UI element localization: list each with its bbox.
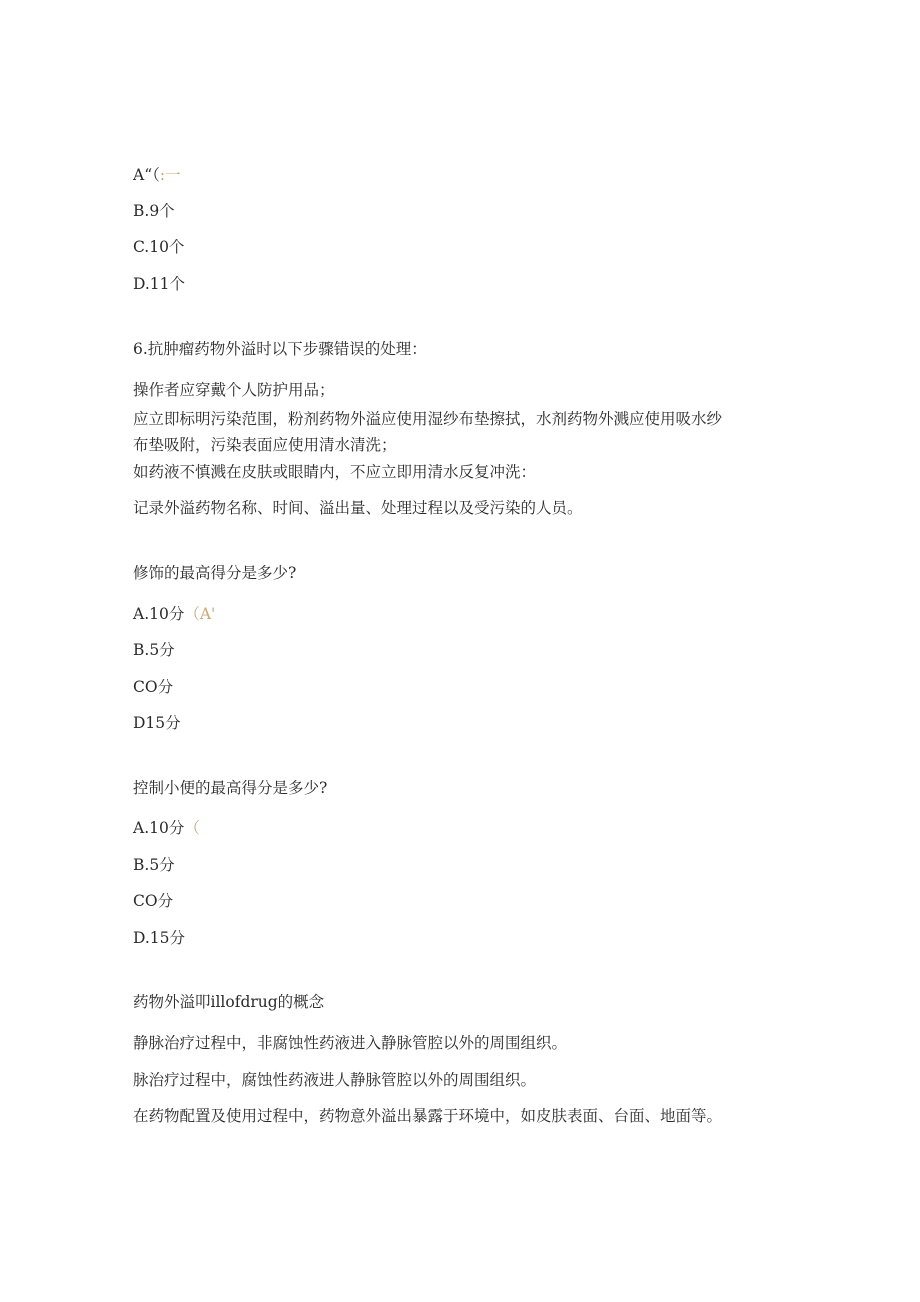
q5-option-a-text: A“（ (133, 166, 160, 184)
q6-option-3: 如药液不慎溅在皮肤或眼睛内，不应立即用清水反复冲洗： (133, 463, 537, 481)
q8-title: 控制小便的最高得分是多少? (133, 779, 328, 797)
q7-option-a-text: A.10分 (133, 605, 185, 623)
q5-option-a (133, 164, 181, 186)
q6-option-2-line-2: 布垫吸附，污染表面应使用清水清洗； (133, 436, 397, 454)
q6-option-2-line-1: 应立即标明污染范围，粉剂药物外溢应使用湿纱布垫擦拭，水剂药物外溅应使用吸水纱 (133, 410, 723, 428)
q5-option-c: C.10个 (133, 238, 185, 256)
q9-option-2: 脉治疗过程中，腐蚀性药液进人静脉管腔以外的周围组织。 (133, 1071, 537, 1089)
q9-option-1: 静脉治疗过程中，非腐蚀性药液进入静脉管腔以外的周围组织。 (133, 1034, 568, 1052)
q5-option-b: B.9个 (133, 202, 175, 220)
q6-option-4: 记录外溢药物名称、时间、溢出量、处理过程以及受污染的人员。 (133, 499, 583, 517)
q8-option-d: D.15分 (133, 929, 186, 947)
q9-option-3: 在药物配置及使用过程中，药物意外溢出暴露于环境中，如皮肤表面、台面、地面等。 (133, 1107, 723, 1125)
q7-option-b: B.5分 (133, 641, 175, 659)
q7-title: 修饰的最高得分是多少? (133, 564, 297, 582)
q6-option-1: 操作者应穿戴个人防护用品； (133, 381, 335, 399)
q5-option-a-answer-mark: :一 (159, 166, 181, 184)
q7-option-a-answer-mark: （A' (184, 605, 216, 623)
q6-title: 6.抗肿瘤药物外溢时以下步骤错误的处理： (133, 340, 427, 358)
q7-option-a (133, 603, 215, 625)
q7-option-c: CO分 (133, 678, 174, 696)
q5-option-d: D.11个 (133, 275, 186, 293)
q8-option-a-answer-mark: （ (184, 819, 200, 837)
q8-option-c: CO分 (133, 892, 174, 910)
q7-option-d: D15分 (133, 714, 181, 732)
q8-option-a-text: A.10分 (133, 819, 185, 837)
q8-option-b: B.5分 (133, 856, 175, 874)
q8-option-a (133, 817, 200, 839)
q9-title: 药物外溢叩illofdrug的概念 (133, 993, 325, 1011)
